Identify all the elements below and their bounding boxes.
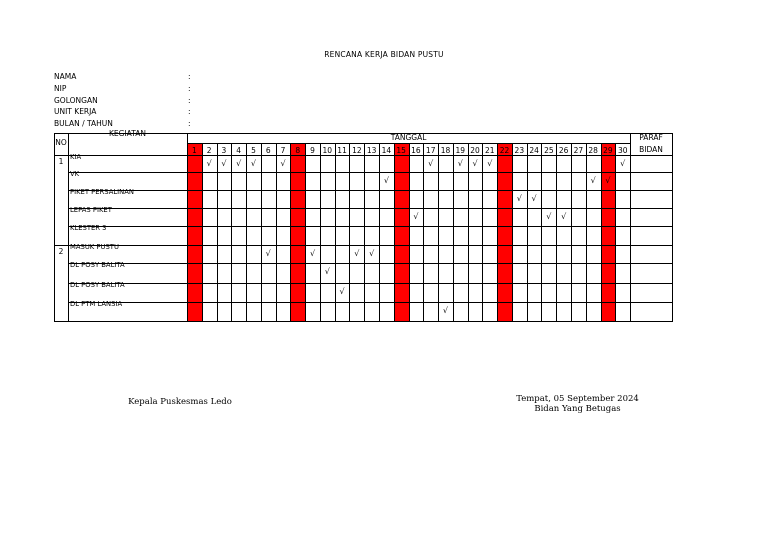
day-number-1: 1	[191, 146, 197, 155]
activity-label: DL POSY BALITA	[70, 261, 125, 269]
document-title: RENCANA KERJA BIDAN PUSTU	[324, 50, 444, 59]
day-separator	[527, 143, 528, 321]
check-mark: √	[354, 249, 360, 258]
day-separator	[586, 143, 587, 321]
weekend-column-22	[497, 143, 512, 321]
signature-right	[505, 395, 650, 415]
info-colon: :	[188, 72, 191, 81]
border-kegiatan-tanggal	[187, 133, 188, 322]
day-separator	[423, 143, 424, 321]
activity-label: KLESTER 3	[70, 224, 107, 232]
day-separator	[556, 143, 557, 321]
signature-left	[120, 398, 240, 408]
day-number-27: 27	[573, 146, 584, 155]
day-separator	[202, 143, 203, 321]
day-separator	[261, 143, 262, 321]
day-separator	[364, 143, 365, 321]
border-tanggal-paraf	[630, 133, 631, 322]
info-colon: :	[188, 95, 191, 105]
border-no-kegiatan	[68, 133, 69, 322]
day-separator	[320, 143, 321, 321]
info-colon: :	[188, 83, 191, 93]
check-mark: √	[605, 176, 611, 185]
check-mark: √	[265, 249, 271, 258]
check-mark: √	[516, 194, 522, 203]
check-mark: √	[472, 159, 478, 168]
activity-label: LEPAS PIKET	[70, 206, 112, 214]
day-number-13: 13	[366, 146, 377, 155]
check-mark: √	[442, 306, 449, 315]
day-separator	[482, 143, 483, 321]
day-number-23: 23	[514, 146, 525, 155]
row-line	[68, 208, 673, 209]
day-number-17: 17	[425, 146, 436, 155]
day-separator	[615, 143, 616, 321]
day-separator	[409, 143, 410, 321]
day-number-15: 15	[396, 146, 406, 155]
day-separator	[349, 143, 350, 321]
day-number-6: 6	[265, 146, 271, 155]
signature-date: Tempat, 05 September 2024	[516, 394, 639, 404]
info-colon: :	[188, 119, 191, 129]
day-number-9: 9	[310, 146, 315, 155]
day-number-10: 10	[322, 146, 333, 155]
check-mark: √	[531, 194, 537, 203]
day-number-24: 24	[529, 146, 539, 155]
day-separator	[453, 143, 454, 321]
day-separator	[541, 143, 542, 321]
check-mark: √	[487, 159, 493, 168]
group-number: 2	[58, 247, 64, 256]
day-number-4: 4	[236, 146, 242, 155]
check-mark: √	[457, 159, 463, 168]
activity-label: PIKET PERSALINAN	[70, 188, 134, 196]
activity-label: KIA	[70, 153, 82, 161]
day-separator	[231, 143, 232, 321]
day-number-30: 30	[617, 146, 628, 155]
check-mark: √	[280, 159, 286, 168]
day-separator	[468, 143, 469, 321]
row-line	[68, 283, 673, 284]
check-mark: √	[236, 159, 242, 168]
day-number-3: 3	[221, 146, 227, 155]
signature-left-label: Kepala Puskesmas Ledo	[128, 397, 232, 407]
row-line	[68, 302, 673, 303]
table-bottom-border	[54, 321, 673, 322]
info-label: GOLONGAN	[54, 95, 98, 105]
weekend-column-1	[187, 143, 202, 321]
row-line	[68, 263, 673, 264]
header-tanggal: TANGGAL	[390, 133, 427, 142]
day-number-21: 21	[485, 146, 495, 155]
header-bidan: BIDAN	[639, 145, 663, 154]
header-kegiatan: KEGIATAN	[109, 129, 146, 138]
day-number-18: 18	[440, 146, 451, 155]
weekend-column-29	[601, 143, 616, 321]
activity-label: MASUK PUSTU	[70, 243, 119, 251]
check-mark: √	[383, 176, 389, 185]
header-no: NO	[55, 138, 67, 147]
day-separator	[379, 143, 380, 321]
day-separator	[601, 143, 602, 321]
day-number-8: 8	[295, 146, 301, 155]
day-separator	[512, 143, 513, 321]
check-mark: √	[590, 176, 596, 185]
check-mark: √	[369, 249, 375, 258]
day-number-7: 7	[280, 146, 286, 155]
check-mark: √	[339, 287, 345, 296]
border-right	[672, 133, 673, 322]
info-label: UNIT KERJA	[54, 107, 97, 117]
activity-label: DL PTM LANSIA	[70, 300, 123, 308]
header-paraf: PARAF	[639, 133, 663, 142]
day-separator	[276, 143, 277, 321]
day-separator	[497, 143, 498, 321]
row-line	[68, 226, 673, 227]
day-number-12: 12	[352, 146, 362, 155]
check-mark: √	[561, 212, 567, 221]
day-separator	[246, 143, 247, 321]
group-number: 1	[58, 157, 64, 166]
day-number-28: 28	[588, 146, 598, 155]
day-number-16: 16	[411, 146, 421, 155]
check-mark: √	[250, 159, 257, 168]
check-mark: √	[309, 249, 316, 258]
day-separator	[571, 143, 572, 321]
day-number-2: 2	[206, 146, 212, 155]
check-mark: √	[221, 159, 227, 168]
day-number-11: 11	[337, 146, 347, 155]
day-separator	[394, 143, 395, 321]
day-separator	[217, 143, 218, 321]
day-number-25: 25	[544, 146, 554, 155]
check-mark: √	[324, 267, 330, 276]
activity-label: DL POSY BALITA	[70, 281, 125, 289]
weekend-column-8	[290, 143, 305, 321]
day-number-29: 29	[603, 146, 613, 155]
info-label: NIP	[54, 83, 67, 93]
weekend-column-15	[394, 143, 409, 321]
day-separator	[438, 143, 439, 321]
day-separator	[290, 143, 291, 321]
day-number-22: 22	[499, 146, 510, 155]
day-number-26: 26	[558, 146, 569, 155]
row-line	[68, 190, 673, 191]
info-colon: :	[188, 107, 191, 117]
signature-role: Bidan Yang Betugas	[534, 403, 621, 414]
day-number-19: 19	[455, 146, 466, 155]
row-line	[68, 172, 673, 173]
activity-label: VK	[70, 170, 80, 178]
check-mark: √	[546, 212, 552, 221]
info-label: BULAN / TAHUN	[54, 119, 113, 129]
day-number-20: 20	[470, 146, 480, 155]
check-mark: √	[428, 159, 434, 168]
info-label: NAMA	[54, 72, 77, 81]
day-number-5: 5	[251, 146, 256, 155]
check-mark: √	[620, 159, 626, 168]
check-mark: √	[413, 212, 419, 221]
day-separator	[305, 143, 306, 321]
check-mark: √	[206, 159, 212, 168]
day-number-14: 14	[381, 146, 392, 155]
